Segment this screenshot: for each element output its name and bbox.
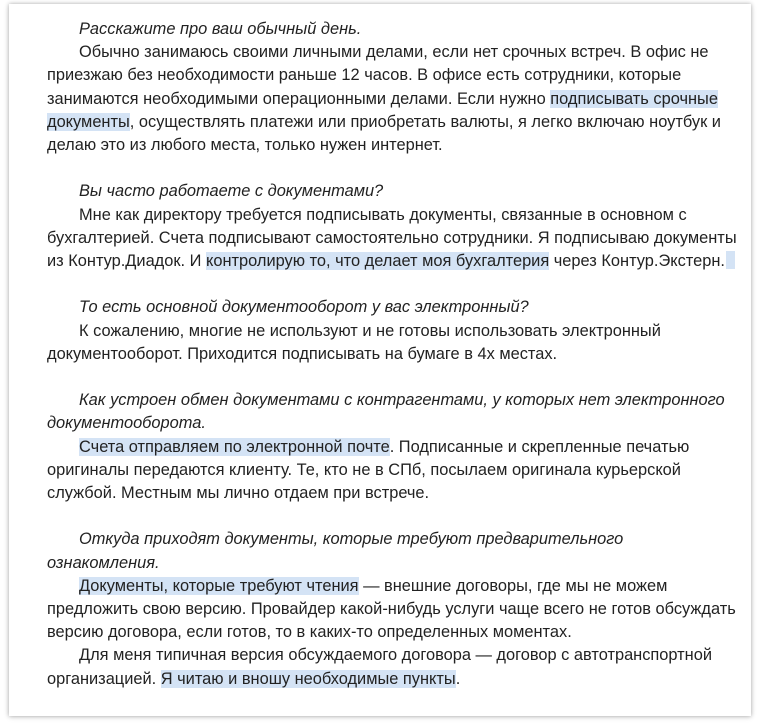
answer-paragraph — [47, 644, 737, 690]
spellcheck-underlined-word[interactable]: контрагентами — [356, 391, 484, 410]
highlighted-text[interactable]: Счета отправляем по электронной почте — [79, 437, 390, 456]
qa-block — [47, 389, 737, 505]
answer-text: . — [455, 669, 461, 688]
answer-text: К сожалению, многие не используют и не готовы использовать электронный документооборот. Приходится подписывать на бумаге в 4х местах. — [47, 321, 661, 363]
question-text: Расскажите про ваш обычный день. — [79, 20, 362, 38]
question-text: Вы часто работаете с документами? — [79, 182, 384, 201]
question-text: Откуда приходят документы, которые требуют предварительного ознакомления. — [47, 530, 624, 572]
qa-block — [47, 18, 737, 157]
answer-paragraph — [47, 204, 737, 274]
answer-text: . Подписанные и скрепленные печатью оригиналы передаются клиенту. Те, кто не в СПб, посылаем оригинала курьерской службой. Местным мы лично отдаем при встрече. — [47, 437, 690, 503]
qa-block — [47, 296, 737, 366]
question-text-part: Как устроен обмен документами с — [79, 391, 357, 410]
document-body[interactable] — [47, 18, 737, 691]
highlighted-text[interactable]: Документы, которые требуют чтения — [79, 576, 359, 595]
answer-paragraph — [47, 41, 737, 157]
question-text — [47, 389, 737, 435]
highlighted-text[interactable]: подписывать срочные документы — [47, 89, 718, 131]
question-text-part: , у которых нет электронного документооборота. — [47, 391, 725, 433]
text-cursor — [726, 251, 735, 269]
answer-text: — внешние договоры, где мы не можем предложить свою версию. Провайдер какой-нибудь услуги чаще всего не готов обсуждать версию договора, если готов, то в каких-то определенных моментах. — [47, 576, 736, 642]
highlighted-text[interactable]: контролирую то, что делает моя бухгалтерия — [205, 252, 550, 271]
qa-block — [47, 180, 737, 273]
answer-text: через Контур.Экстерн. — [549, 252, 725, 271]
answer-text: Мне как директору требуется подписывать документы, связанные в основном с бухгалтерией. Счета подписывают самостоятельно сотрудники. Я подписываю документы из Контур.Диадок. И — [47, 205, 737, 271]
question-text: То есть основной документооборот у вас электронный? — [79, 298, 529, 317]
answer-paragraph — [47, 436, 737, 506]
answer-text: Для меня типичная версия обсуждаемого договора — договор с автотранспортной организацией. — [47, 646, 713, 688]
qa-block — [47, 528, 737, 690]
answer-text: Обычно занимаюсь своими личными делами, если нет срочных встреч. В офис не приезжаю без необходимости раньше 12 часов. В офисе есть сотрудники, которые занимаются необходимыми операционными делами. Если нужно — [47, 43, 709, 108]
answer-paragraph — [47, 575, 737, 645]
answer-text: , осуществлять платежи или приобретать валюты, я легко включаю ноутбук и делаю это из любого места, только нужен интернет. — [47, 112, 721, 155]
answer-paragraph — [47, 320, 737, 366]
highlighted-text[interactable]: Я читаю и вношу необходимые пункты — [160, 669, 456, 688]
document-page — [9, 4, 751, 716]
